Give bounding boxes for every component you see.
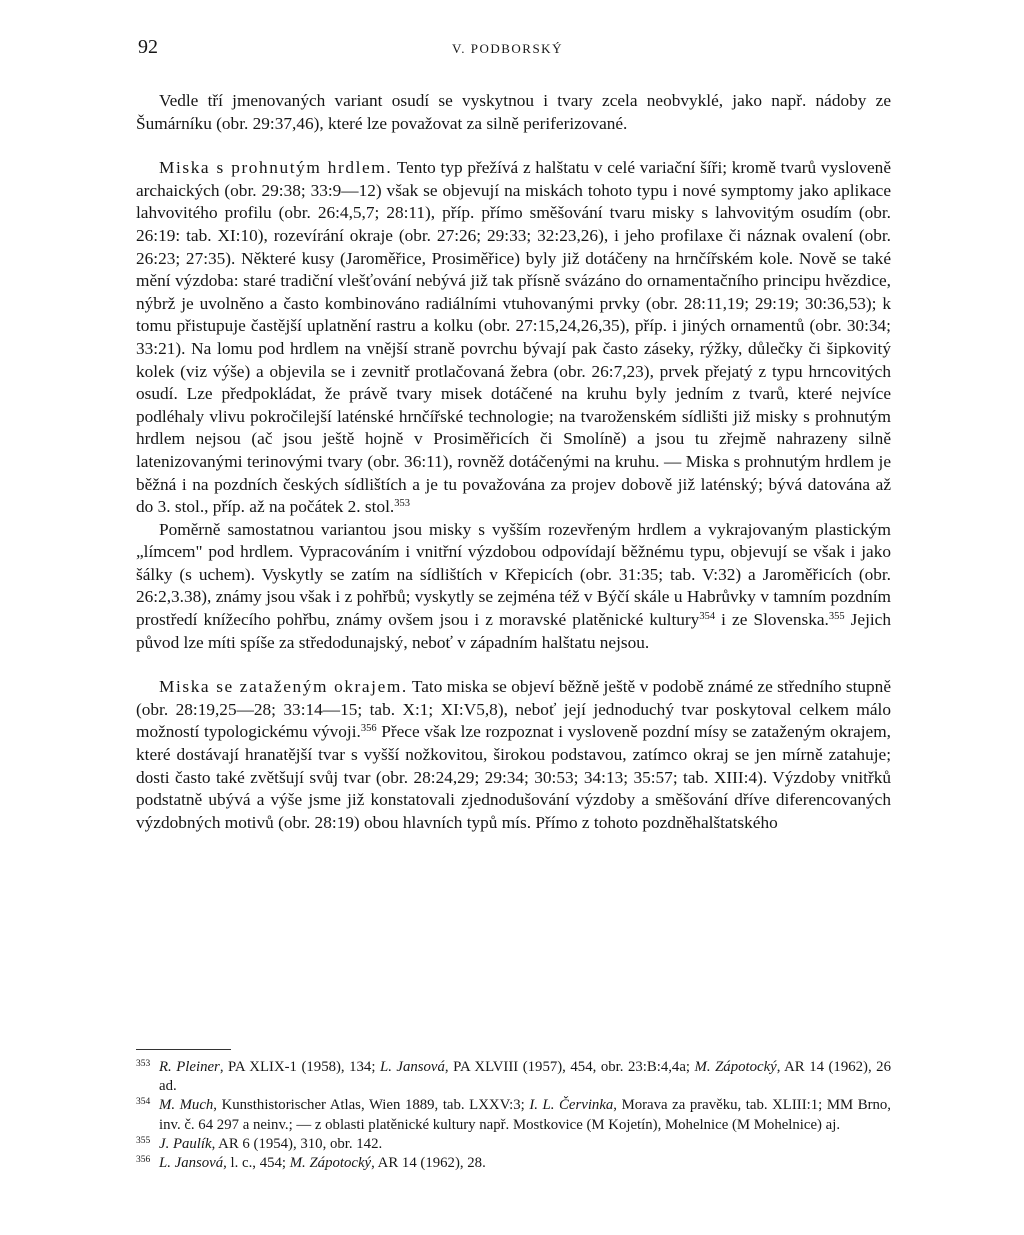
footnote-text: , AR 14 (1962), 26 ad. (159, 1059, 891, 1095)
footnotes (136, 1058, 891, 1173)
footnote-text: , PA XLIX-1 (1958), 134; (219, 1059, 380, 1075)
paragraph-3-text-b: i ze Slovenska. (715, 610, 829, 630)
footnote-text: , Kunsthistorischer Atlas, Wien 1889, tab. LXXV:3; (213, 1097, 530, 1114)
paragraph-4-text-a: Tato miska se objeví běžně ještě v podobě známé ze středního stupně (obr. 28:19,25—28; 33:14—15; tab. X:1; XI:V5,8), neboť její jednoduchý tvar poskytoval celkem málo možností typologickému vývoji. (136, 677, 891, 742)
paragraph-1 (136, 90, 891, 135)
running-head: V. PODBORSKÝ (452, 41, 563, 56)
footnote-author: M. Much (159, 1097, 214, 1114)
footnote-text: , PA XLVIII (1957), 454, obr. 23:B:4,4a; (444, 1059, 695, 1075)
paragraph-4 (136, 676, 891, 834)
footnote-354: 354 M. Much, Kunsthistorischer Atlas, Wien 1889, tab. LXXV:3; I. L. Červinka, Morava za pravěku, tab. XLIII:1; MM Brno, inv. č. 64 297 a neinv.; — z oblasti platěnické kultury např. Mostkovice (M Kojetín), Mohelnice (M Mohelnice) aj. (136, 1097, 891, 1133)
paragraph-2-text: Tento typ přežívá z halštatu v celé variační šíři; kromě tvarů vysloveně archaických (obr. 29:38; 33:9—12) však se objevují na miskách tohoto typu i nové symptomy jako aplikace lahvovitého profilu (obr. 26:4,5,7; 28:11), příp. přímo směšování tvaru misky s lahvovitým osudím (obr. 26:19: tab. XI:10), rozevírání okraje (obr. 27:26; 29:33; 32:23,26), i jeho profilaxe či náznak ovalení (obr. 26:23; 27:35). Některé kusy (Jaroměřice, Prosiměřice) byly již dotáčeny na hrnčířském kole. Nově se také mění výzdoba: staré tradiční vlešťování nebývá již tak přísně svázáno do ornamentačního principu hvězdice, nýbrž je uvolněno a často kombinováno radiálními vtuhovanými prvky (obr. 28:11,19; 29:19; 30:36,53); k tomu přistupuje častější uplatnění rastru a kolku (obr. 27:15,24,26,35), příp. i jiných ornamentů (obr. 30:34; 33:21). Na lomu pod hrdlem na vnější straně povrchu bývají pak často záseky, rýžky, důlečky či šipkovitý kolek (viz výše) a objevila se i zevnitř protlačovaná žebra (obr. 26:7,23), prvek přejatý z typu hrncovitých osudí. Lze předpokládat, že právě tvary misek dotáčené na kruhu byly jedním z tvarů, které nejvíce podléhaly vlivu pokročilejší laténské hrnčířské technologie; na tvaroženském sídlišti již misky s prohnutým hrdlem nejsou (ač jsou ještě hojně v Prosiměřicích či Smolíně) a jsou tu zřejmě nahrazeny silně latenizovanými terinovými tvary (obr. 36:11), rovněž dotáčenými na kruhu. — Miska s prohnutým hrdlem je běžná i na pozdních českých sídlištích a je tu považována za projev dobově již laténský; bývá datována až do 3. stol., příp. až na počátek 2. stol. (136, 158, 891, 517)
footnote-text: , AR 6 (1954), 310, obr. 142. (211, 1135, 383, 1152)
footnote-author: I. L. Červinka (529, 1097, 614, 1114)
footnote-text: , Morava za pravěku, tab. XLIII:1; MM Brno, inv. č. 64 297 a neinv.; — z oblasti platěnické kultury např. Mostkovice (M Kojetín), Mohelnice (M Mohelnice) aj. (159, 1097, 891, 1133)
section-heading-drawn-in-rim-bowl: Miska se zataženým okrajem. (159, 677, 408, 697)
footnote-author: L. Jansová (379, 1059, 445, 1075)
paragraph-2 (136, 157, 891, 519)
paragraph-3-text-a: Poměrně samostatnou variantou jsou misky s vyšším rozevřeným hrdlem a vykrajovaným plastickým „límcem" pod hrdlem. Vypracováním i vnitřní výzdobou odpovídají běžnému typu, objevují se však i jako šálky (s uchem). Vyskytly se zatím na sídlištích v Křepicích (obr. 31:35; tab. V:32) a Jaroměřicích (obr. 26:2,3.38), známy jsou však i z pohřbů; vyskytly se zejména též v Býčí skále u Habrůvky v tamním pozdním prostředí knížecího pohřbu, známy ovšem jsou i z moravské platěnické kultury (136, 519, 891, 630)
paragraph-3 (136, 519, 891, 655)
footnote-text: , l. c., 454; (223, 1155, 290, 1172)
footnote-ref-356: 356 (360, 723, 377, 735)
paragraph-4-text-b: Přece však lze rozpoznat i vysloveně pozdní mísy se zataženým okrajem, které dostávají hranatější tvar s vyšší nožkovitou, širokou podstavou, zatímco okraj se jen mírně zatahuje; dosti často také zvětšují svůj tvar (obr. 28:24,29; 29:34; 30:53; 34:13; 35:57; tab. XIII:4). Výzdoby vnitřků podstatně ubývá a výše jsme již konstatovali zjednodušování výzdoby a směšování dříve diferencovaných výzdobných motivů (obr. 28:19) obou hlavních typů mís. Přímo z tohoto pozdněhalštatského (136, 722, 891, 832)
footnote-author: M. Zápotocký (289, 1155, 372, 1172)
body-text (136, 90, 891, 834)
footnote-353: 353 R. Pleiner, PA XLIX-1 (1958), 134; L. Jansová, PA XLVIII (1957), 454, obr. 23:B:4,4a; M. Zápotocký, AR 14 (1962), 26 ad. (136, 1059, 891, 1095)
paragraph-3-text-c: Jejich původ lze míti spíše za středodunajský, neboť v západním halštatu nejsou. (136, 610, 891, 652)
paragraph-1-text: Vedle tří jmenovaných variant osudí se vyskytnou i tvary zcela neobvyklé, jako např. nádoby ze Šumárníku (obr. 29:37,46), které lze považovat za silně periferizované. (136, 91, 891, 133)
footnote-divider (136, 1049, 231, 1050)
footnote-author: M. Zápotocký (694, 1059, 777, 1075)
footnote-ref-354: 354 (699, 611, 716, 623)
footnote-ref-353: 353 (394, 498, 410, 510)
footnote-author: J. Paulík (159, 1135, 212, 1152)
section-heading-curved-neck-bowl: Miska s prohnutým hrdlem. (159, 158, 393, 178)
footnote-text: , AR 14 (1962), 28. (371, 1155, 486, 1172)
footnote-355: 355 J. Paulík, AR 6 (1954), 310, obr. 142. (136, 1135, 383, 1152)
footnote-author: L. Jansová (159, 1155, 224, 1172)
footnote-356: 356 L. Jansová, l. c., 454; M. Zápotocký, AR 14 (1962), 28. (136, 1155, 486, 1172)
page-number: 92 (138, 36, 158, 58)
footnote-ref-355: 355 (828, 611, 845, 623)
footnote-author: R. Pleiner (159, 1059, 220, 1075)
